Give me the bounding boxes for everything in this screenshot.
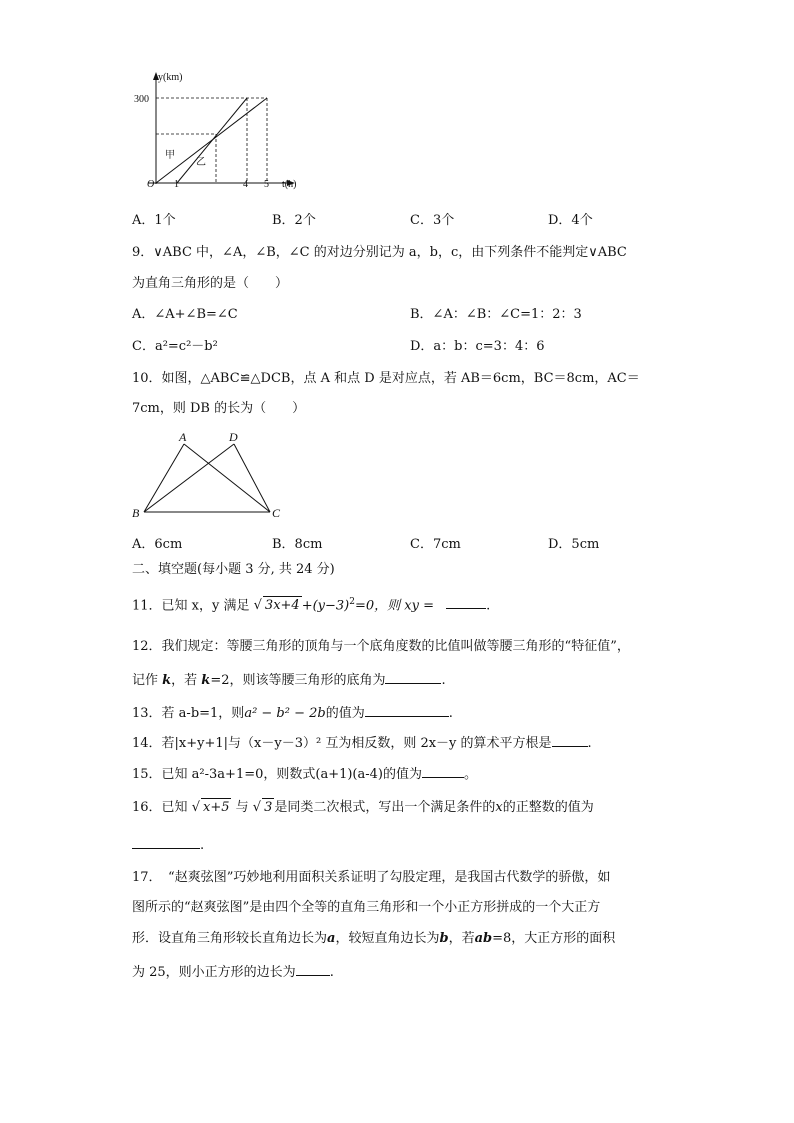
q12-text-b: ，若 [171, 673, 202, 688]
q16-suffix2: 的正整数的值为 [502, 800, 594, 815]
q16-radicand2: 3 [264, 800, 273, 815]
q16-answer-blank[interactable] [132, 834, 200, 849]
q11-radical: √ 3x+4 [253, 598, 300, 614]
q9-option-d: D．a：b：c=3：4：6 [410, 339, 545, 354]
q13-end: . [448, 706, 453, 721]
q15-prefix: 15．已知 a²-3a+1=0，则数式(a+1)(a-4)的值为 [132, 767, 422, 782]
q11-end: . [486, 598, 491, 614]
q17-b: b [439, 931, 449, 946]
q11-prefix: 11．已知 x，y 满足 [132, 598, 250, 614]
q10-option-b: B．8cm [272, 537, 323, 552]
q17-line2: 图所示的“赵爽弦图”是由四个全等的直角三角形和一个小正方形拼成的一个大正方 [132, 900, 601, 915]
q14 [132, 732, 592, 753]
q9-option-c: C．a²=c²－b² [132, 339, 218, 354]
label-yi: 乙 [196, 157, 206, 168]
q9-option-a: A．∠A+∠B=∠C [132, 307, 238, 322]
y300-label: 300 [134, 94, 149, 105]
distance-time-graph [130, 66, 310, 192]
q14-answer-blank[interactable] [552, 732, 588, 747]
q15-answer-blank[interactable] [422, 763, 464, 778]
label-C: C [272, 506, 281, 520]
q13-answer-blank[interactable] [365, 702, 449, 717]
q12-line1: 12．我们规定：等腰三角形的顶角与一个底角度数的比值叫做等腰三角形的“特征值”， [132, 639, 630, 654]
q17-text-b: ，较短直角边长为 [335, 931, 440, 946]
q11-sq: 2 [349, 597, 355, 607]
q17-text-d: =8，大正方形的面积 [492, 931, 616, 946]
q15-end: 。 [464, 767, 478, 782]
y-axis-label: y(km) [158, 72, 183, 83]
q12-line2 [132, 669, 446, 690]
q17-line4 [132, 961, 334, 982]
q10-line1: 10．如图，△ABC≌△DCB，点 A 和点 D 是对应点，若 AB＝6cm，BC＝8cm，AC＝ [132, 371, 640, 386]
x-axis-label: t(h) [282, 179, 297, 190]
q8-option-a: A．1个 [132, 213, 176, 228]
q12-text-c: =2，则该等腰三角形的底角为 [210, 673, 386, 688]
q8-option-c: C．3个 [410, 213, 455, 228]
q16-radicand1: x+5 [202, 800, 230, 815]
congruent-triangles-figure [128, 428, 294, 524]
q10-line2: 7cm，则 DB 的长为（ ） [132, 401, 306, 416]
label-D: D [229, 430, 238, 444]
segment-AC [184, 444, 270, 512]
q17-answer-blank[interactable] [296, 961, 330, 976]
q11 [132, 593, 490, 615]
q17-text-c: ，若 [448, 931, 475, 946]
q16-x: x [495, 800, 503, 815]
q9-line2: 为直角三角形的是（ ） [132, 276, 289, 291]
label-A: A [179, 430, 187, 444]
q11-xy: xy [404, 598, 419, 614]
q17-line3 [132, 930, 615, 948]
q13-suffix: 的值为 [325, 706, 365, 721]
label-B: B [132, 506, 140, 520]
q11-radicand: 3x+4 [264, 598, 300, 614]
q12-end: . [441, 673, 446, 688]
q16-radical2: √ 3 [252, 800, 273, 815]
q11-plus: +(y−3) [301, 598, 350, 614]
q11-answer-blank[interactable] [446, 594, 486, 609]
q13-prefix: 13．若 a-b=1，则 [132, 706, 245, 721]
label-jia: 甲 [165, 150, 175, 161]
q17-end: . [329, 965, 334, 980]
section-heading: 二、填空题(每小题 3 分, 共 24 分) [132, 562, 335, 577]
q14-end: . [587, 736, 592, 751]
segment-AB [144, 444, 184, 512]
q8-option-d: D．4个 [548, 213, 593, 228]
q17-line1: 17． “赵爽弦图”巧妙地利用面积关系证明了勾股定理，是我国古代数学的骄傲，如 [132, 870, 611, 885]
q12-text-a: 记作 [132, 673, 163, 688]
tick-4: 4 [243, 179, 248, 190]
tick-5: 5 [264, 179, 269, 190]
segment-DB [144, 444, 234, 512]
q9-line1: 9．∨ABC 中，∠A，∠B，∠C 的对边分别记为 a，b，c，由下列条件不能判定∨ABC [132, 245, 627, 260]
q16-end: . [200, 838, 205, 853]
q12-k1: k [162, 673, 172, 688]
q8-option-b: B．2个 [272, 213, 316, 228]
q13 [132, 702, 453, 723]
q15 [132, 763, 477, 784]
q10-option-c: C．7cm [410, 537, 461, 552]
q17-text-a: 形．设直角三角形较长直角边长为 [132, 931, 328, 946]
q14-prefix: 14．若|x+y+1|与（x－y－3）² 互为相反数，则 2x－y 的算术平方根是 [132, 736, 552, 751]
q10-option-d: D．5cm [548, 537, 600, 552]
segment-DC [234, 444, 270, 512]
q12-answer-blank[interactable] [385, 669, 441, 684]
q17-line4-text: 为 25，则小正方形的边长为 [132, 965, 296, 980]
q11-equals: = [423, 598, 435, 614]
origin-label: O [147, 179, 155, 190]
q17-a: a [327, 931, 336, 946]
q16 [132, 798, 594, 817]
q9-option-b: B．∠A：∠B：∠C=1：2：3 [410, 307, 582, 322]
q16-radical1: √ x+5 [191, 800, 230, 815]
q16-suffix: 是同类二次根式，写出一个满足条件的 [274, 800, 496, 815]
q16-prefix: 16．已知 [132, 800, 188, 815]
q10-option-a: A．6cm [132, 537, 183, 552]
q11-eq: =0，则 [354, 598, 401, 614]
q12-k2: k [201, 673, 211, 688]
tick-1: 1 [174, 179, 179, 190]
q13-expr: a² − b² − 2b [244, 706, 326, 721]
q17-ab: ab [474, 931, 493, 946]
q16-mid: 与 [235, 800, 249, 815]
q16-answer-line [132, 834, 204, 855]
line-yi [177, 98, 247, 183]
